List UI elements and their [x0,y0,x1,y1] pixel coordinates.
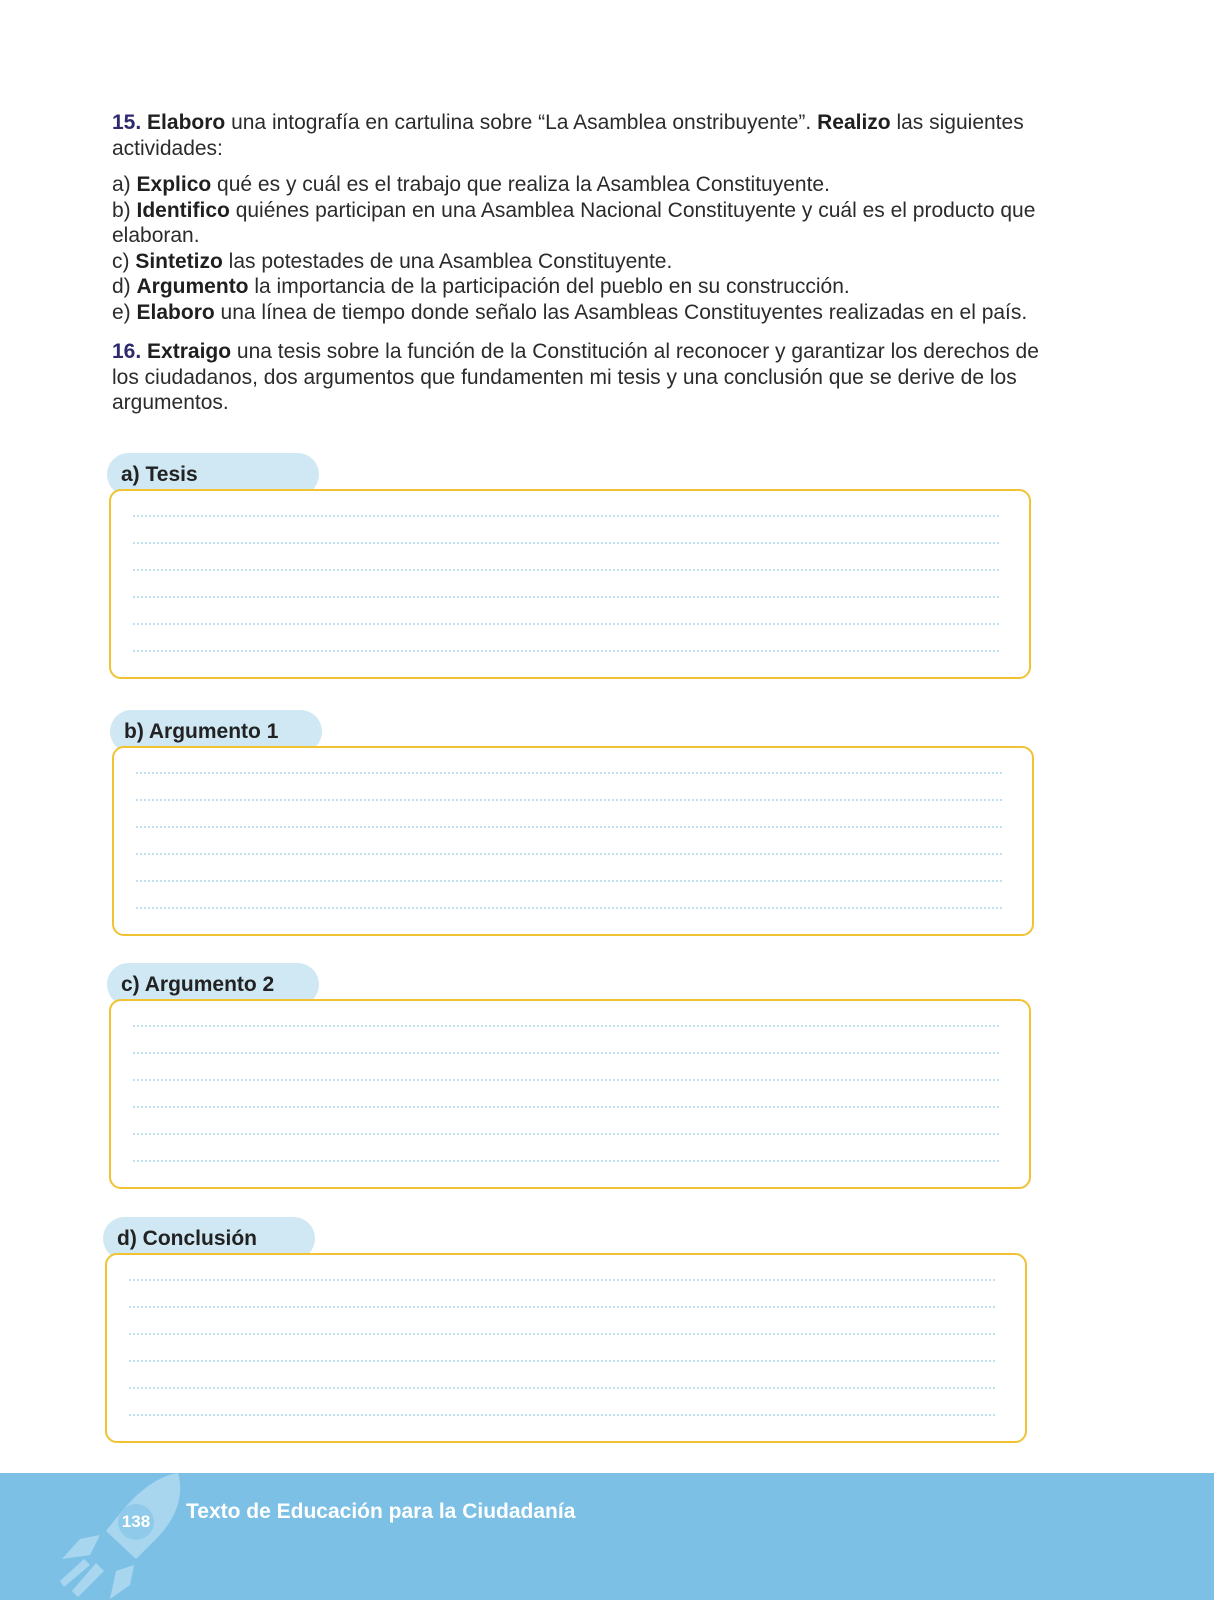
page-number: 138 [118,1504,154,1540]
activity-text: una tesis sobre la función de la Constitución al reconocer y garantizar los derechos de los ciudadanos, dos argumentos que fundamenten mi tesis y una conclusión que se derive de los argumentos. [112,340,1039,414]
answer-box-argumento-1[interactable] [112,746,1034,936]
page-footer [0,1473,1214,1600]
activity-verb-2: Realizo [817,111,891,134]
section-label-tesis: a) Tesis [107,453,319,496]
list-item: d) Argumento la importancia de la participación del pueblo en su construcción. [112,275,850,298]
activity-text-2: las siguientes actividades: [112,111,1024,160]
list-item: e) Elaboro una línea de tiempo donde señalo las Asambleas Constituyentes realizadas en el país. [112,300,1028,324]
answer-box-argumento-2[interactable] [109,999,1031,1189]
activity-number: 16. [112,340,142,363]
answer-box-tesis[interactable] [109,489,1031,679]
list-item: a) Explico qué es y cuál es el trabajo que realiza la Asamblea Constituyente. [112,173,830,196]
activity-text: una intografía en cartulina sobre “La Asamblea onstribuyente”. [225,111,818,134]
section-label-argumento-2: c) Argumento 2 [107,963,319,1006]
rocket-icon [50,1473,190,1600]
activity-16-intro [112,339,1056,416]
activity-verb: Extraigo [147,340,232,363]
activity-verb: Elaboro [147,111,226,134]
section-label-argumento-1: b) Argumento 1 [110,710,322,753]
answer-box-conclusion[interactable] [105,1253,1027,1443]
activity-15-intro [112,110,1056,161]
book-title: Texto de Educación para la Ciudadanía [186,1500,576,1523]
list-item: c) Sintetizo las potestades de una Asamblea Constituyente. [112,249,673,273]
section-label-conclusion: d) Conclusión [103,1217,315,1260]
activity-15-list [112,172,1056,325]
list-item: b) Identifico quiénes participan en una Asamblea Nacional Constituyente y cuál es el producto que elaboran. [112,198,1036,247]
activity-number: 15. [112,111,142,134]
